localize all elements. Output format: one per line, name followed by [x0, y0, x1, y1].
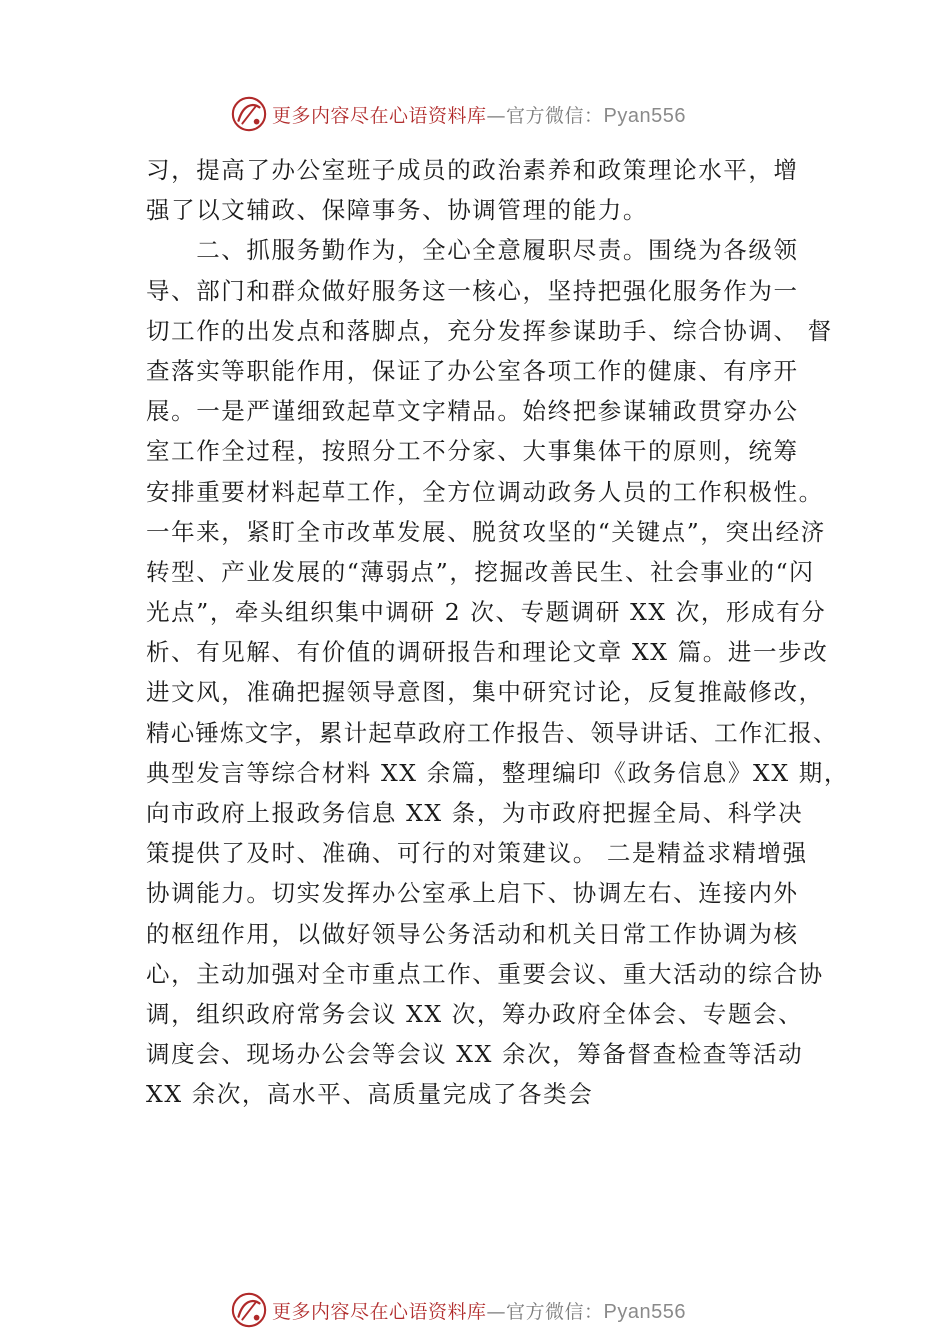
body-line: 策提供了及时、准确、可行的对策建议。 二是精益求精增强 [146, 839, 808, 868]
body-line: 进文风，准确把握领导意图，集中研究讨论，反复推敲修改， [146, 678, 824, 707]
body-line: 的枢纽作用，以做好领导公务活动和机关日常工作协调为核 [146, 919, 799, 948]
body-line: 安排重要材料起草工作，全方位调动政务人员的工作积极性。 [146, 477, 824, 506]
brand-logo-icon [230, 1291, 268, 1329]
body-line: 协调能力。切实发挥办公室承上启下、协调左右、连接内外 [146, 879, 799, 908]
body-line: 一年来，紧盯全市改革发展、脱贫攻坚的“关键点”，突出经济 [146, 517, 826, 546]
body-line: 精心锤炼文字，累计起草政府工作报告、领导讲话、工作汇报、 [146, 718, 838, 747]
body-line: 室工作全过程，按照分工不分家、大事集体干的原则，统筹 [146, 437, 799, 466]
body-line: 向市政府上报政务信息 XX 条，为市政府把握全局、科学决 [146, 799, 804, 827]
footer-banner-title: 更多内容尽在心语资料库 [272, 1300, 487, 1323]
header-banner [230, 94, 750, 134]
body-line: XX 余次，高水平、高质量完成了各类会 [146, 1080, 594, 1109]
footer-banner-wechat-label: 官方微信： [506, 1300, 604, 1323]
footer-banner-text [272, 1297, 686, 1324]
body-line: 光点”，牵头组织集中调研 2 次、专题调研 XX 次，形成有分 [146, 598, 827, 627]
body-line: 析、有见解、有价值的调研报告和理论文章 XX 篇。进一步改 [146, 638, 829, 667]
body-line: 展。一是严谨细致起草文字精品。始终把参谋辅政贯穿办公 [146, 397, 799, 426]
body-line: 切工作的出发点和落脚点，充分发挥参谋助手、综合协调、 督 [146, 316, 833, 345]
body-line: 转型、产业发展的“薄弱点”，挖掘改善民生、社会事业的“闪 [146, 557, 815, 586]
header-banner-title: 更多内容尽在心语资料库 [272, 104, 487, 127]
body-line: 强了以文辅政、保障事务、协调管理的能力。 [146, 196, 648, 225]
document-body [146, 150, 849, 1115]
header-banner-wechat-label: 官方微信： [506, 104, 604, 127]
body-line: 二、抓服务勤作为，全心全意履职尽责。围绕为各级领 [146, 236, 799, 265]
body-line: 典型发言等综合材料 XX 余篇，整理编印《政务信息》XX 期， [146, 758, 849, 787]
footer-banner [230, 1290, 750, 1330]
header-banner-wechat-id: Pyan556 [603, 104, 686, 127]
body-line: 查落实等职能作用，保证了办公室各项工作的健康、有序开 [146, 356, 799, 385]
body-line: 调，组织政府常务会议 XX 次，筹办政府全体会、专题会、 [146, 999, 804, 1028]
header-banner-text [272, 101, 686, 128]
footer-banner-wechat-id: Pyan556 [603, 1300, 686, 1323]
body-line: 习，提高了办公室班子成员的政治素养和政策理论水平，增 [146, 156, 799, 184]
brand-logo-icon [230, 95, 268, 133]
body-line: 调度会、现场办公会等会议 XX 余次，筹备督查检查等活动 [146, 1040, 804, 1069]
body-line: 心，主动加强对全市重点工作、重要会议、重大活动的综合协 [146, 959, 824, 988]
body-line: 导、部门和群众做好服务这一核心，坚持把强化服务作为一 [146, 276, 799, 305]
header-banner-dash: — [486, 104, 507, 127]
footer-banner-dash: — [486, 1300, 507, 1323]
